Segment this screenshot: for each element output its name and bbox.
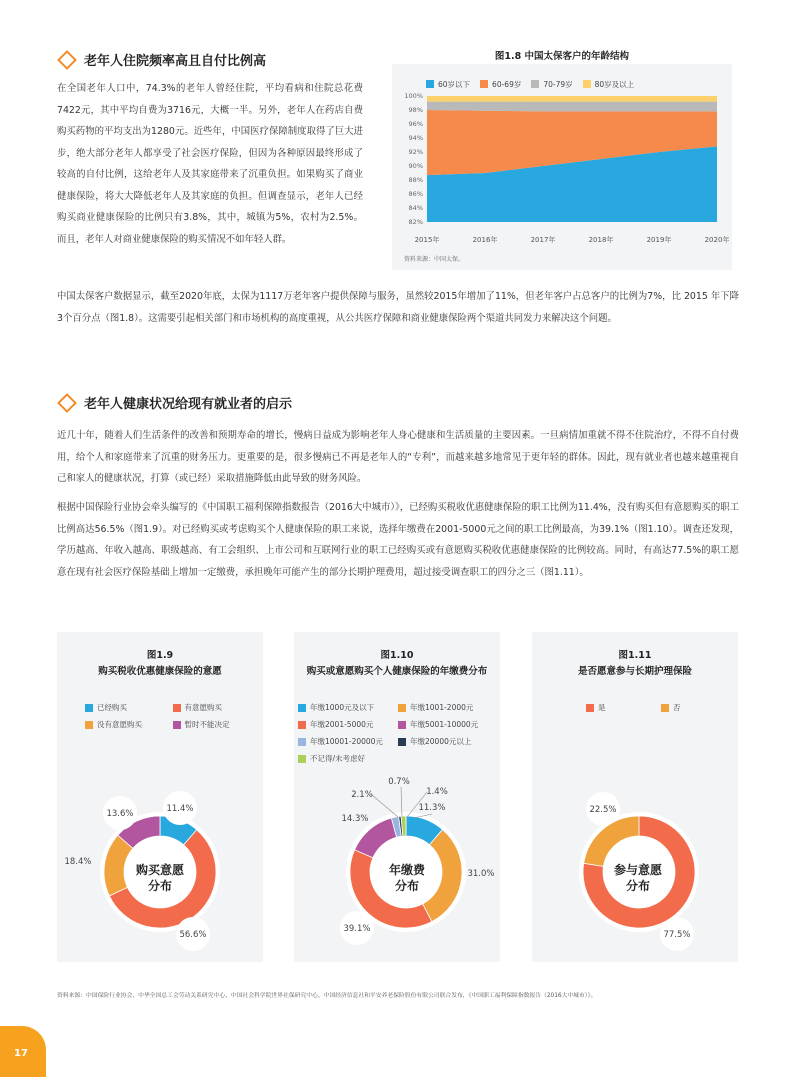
section-title-implications	[56, 393, 292, 412]
legend-label: 是	[598, 703, 606, 712]
legend-label: 80岁及以上	[594, 79, 635, 89]
y-tick-label: 88%	[408, 176, 423, 184]
legend-label: 年缴1001-2000元	[410, 703, 474, 712]
area-series-4	[427, 96, 717, 102]
section-title-hospitalization	[56, 50, 266, 69]
y-tick-label: 92%	[408, 148, 423, 156]
paragraph-cpic-data: 中国太保客户数据显示，截至2020年底，太保为1117万老年客户提供保障与服务，虽然较2015年增加了11%，但老年客户占总客户的比例为7%，比 2015 年下降 3个百分点（图1.8）。这需要引起相关部门和市场机构的高度重视，从公共医疗保障和商业健康保险两个渠道共同发力来解决这个问题。	[57, 291, 739, 324]
y-tick-label: 100%	[404, 92, 423, 100]
legend-label: 年缴1000元及以下	[310, 703, 375, 712]
slice-label: 1.4%	[426, 787, 448, 797]
legend-label: 暂时不能决定	[184, 720, 230, 729]
legend-label: 有意愿购买	[184, 703, 222, 712]
fig18-source: 资料来源：中国太保。	[404, 256, 465, 263]
slice-label: 31.0%	[467, 869, 495, 879]
x-tick-label: 2017年	[530, 236, 556, 244]
leader-line	[372, 795, 398, 817]
fig110-title: 购买或意愿购买个人健康保险的年缴费分布	[306, 666, 488, 677]
slice-label: 18.4%	[64, 857, 92, 867]
fig19-number: 图1.9	[146, 650, 174, 661]
slice-label: 13.6%	[106, 809, 134, 819]
diamond-bullet-icon	[57, 393, 77, 413]
y-tick-label: 82%	[408, 218, 423, 226]
x-tick-label: 2018年	[588, 236, 614, 244]
fig111-number: 图1.11	[618, 650, 652, 661]
paragraph-chronic-disease: 近几十年，随着人们生活条件的改善和预期寿命的增长，慢病日益成为影响老年人身心健康和生活质量的主要因素。一旦病情加重就不得不住院治疗，不得不自付费用，给个人和家庭带来了沉重的财务压力。更重要的是，很多慢病已不再是老年人的“专利”，而越来越多地常见于更年轻的群体。因此，现有就业者也越来越重视自己和家人的健康状况，打算（或已经）采取措施降低由此导致的财务风险。	[57, 430, 739, 484]
slice-label: 14.3%	[341, 814, 369, 824]
legend-label: 年缴20000元以上	[410, 737, 472, 746]
center-line-1: 年缴费	[388, 863, 425, 877]
fig111-center-label	[588, 862, 688, 894]
slice-label: 77.5%	[663, 930, 691, 940]
x-tick-label: 2019年	[646, 236, 672, 244]
legend-label: 不记得/未考虑好	[310, 754, 366, 763]
fig110-number: 图1.10	[380, 650, 414, 661]
legend-label: 否	[673, 703, 681, 712]
center-line-2: 分布	[625, 879, 650, 893]
center-line-2: 分布	[394, 879, 419, 893]
center-line-2: 分布	[147, 879, 172, 893]
section-title-text: 老年人住院频率高且自付比例高	[84, 54, 267, 69]
footnote-source: 资料来源：中国保险行业协会、中华全国总工会劳动关系研究中心、中国社会科学院世界社保研究中心、中国经济信息社和平安养老保险股份有限公司联合发布，《中国职工福利保障指数报告（2016大中城市）》。	[57, 993, 597, 999]
y-tick-label: 96%	[408, 120, 423, 128]
slice-label: 56.6%	[179, 930, 207, 940]
y-tick-label: 98%	[408, 106, 423, 114]
section-title-text: 老年人健康状况给现有就业者的启示	[84, 397, 293, 412]
legend-label: 年缴2001-5000元	[310, 720, 374, 729]
paragraph-hospitalization: 在全国老年人口中，74.3%的老年人曾经住院，平均看病和住院总花费7422元，其中平均自费为3716元，大概一半。另外，老年人在药店自费购买药物的平均支出为1280元。近些年，中国医疗保障制度取得了巨大进步，绝大部分老年人都享受了社会医疗保险，但因为各种原因最终形成了较高的自付比例，这给老年人及其家庭带来了沉重负担。如果购买了商业健康保险，将大大降低老年人及其家庭的负担。但调查显示，老年人已经购买商业健康保险的比例只有3.8%，其中，城镇为5%，农村为2.5%。而且，老年人对商业健康保险的购买情况不如年轻人群。	[57, 83, 363, 245]
x-tick-label: 2016年	[472, 236, 498, 244]
page-number: 17	[14, 1048, 28, 1059]
fig18-chart	[392, 64, 732, 270]
slice-label: 0.7%	[388, 777, 410, 787]
page-number-tab	[0, 1026, 46, 1077]
slice-label: 11.3%	[418, 803, 446, 813]
legend-label: 60-69岁	[492, 79, 522, 89]
fig110-panel	[294, 632, 500, 962]
slice-label: 22.5%	[589, 805, 617, 815]
fig19-donut	[57, 632, 263, 962]
legend-label: 60岁以下	[438, 79, 471, 89]
y-tick-label: 90%	[408, 162, 423, 170]
fig111-title: 是否愿意参与长期护理保险	[577, 666, 692, 677]
legend-label: 年缴5001-10000元	[410, 720, 479, 729]
fig111-donut	[532, 632, 738, 962]
fig18-title: 图1.8 中国太保客户的年龄结构	[494, 51, 630, 62]
slice-label: 11.4%	[166, 804, 194, 814]
slice-label: 2.1%	[351, 790, 373, 800]
legend-label: 没有意愿购买	[97, 720, 142, 729]
fig19-center-label	[110, 862, 210, 894]
paragraph-welfare-index: 根据中国保险行业协会牵头编写的《中国职工福利保障指数报告（2016大中城市）》，已经购买税收优惠健康保险的职工比例为11.4%，没有购买但有意愿购买的职工比例高达56.5%（图1.9）。对已经购买或考虑购买个人健康保险的职工来说，选择年缴费在2001-5000元之间的职工比例最高，为39.1%（图1.10）。调查还发现，学历越高、年收入越高、职级越高、有工会组织、上市公司和互联网行业的职工已经购买或有意愿购买税收优惠健康保险的比例较高。同时，有高达77.5%的职工愿意在现有社会医疗保险基础上增加一定缴费，承担晚年可能产生的部分长期护理费用，超过接受调查职工的四分之三（图1.11）。	[57, 502, 739, 578]
x-tick-label: 2015年	[414, 236, 440, 244]
slice-label: 39.1%	[343, 924, 371, 934]
area-series-3	[427, 102, 717, 112]
fig111-panel	[532, 632, 738, 962]
y-tick-label: 86%	[408, 190, 423, 198]
diamond-bullet-icon	[57, 50, 77, 70]
fig19-title: 购买税收优惠健康保险的意愿	[98, 666, 222, 677]
legend-label: 年缴10001-20000元	[310, 737, 383, 746]
y-tick-label: 84%	[408, 204, 423, 212]
legend-label: 已经购买	[97, 703, 127, 712]
fig19-panel	[57, 632, 263, 962]
legend-label: 70-79岁	[543, 79, 573, 89]
fig110-center-label	[357, 862, 457, 894]
fig110-donut	[294, 632, 500, 962]
center-line-1: 购买意愿	[135, 863, 184, 877]
y-tick-label: 94%	[408, 134, 423, 142]
center-line-1: 参与意愿	[613, 863, 662, 877]
x-tick-label: 2020年	[704, 236, 730, 244]
fig18-panel	[392, 64, 732, 270]
